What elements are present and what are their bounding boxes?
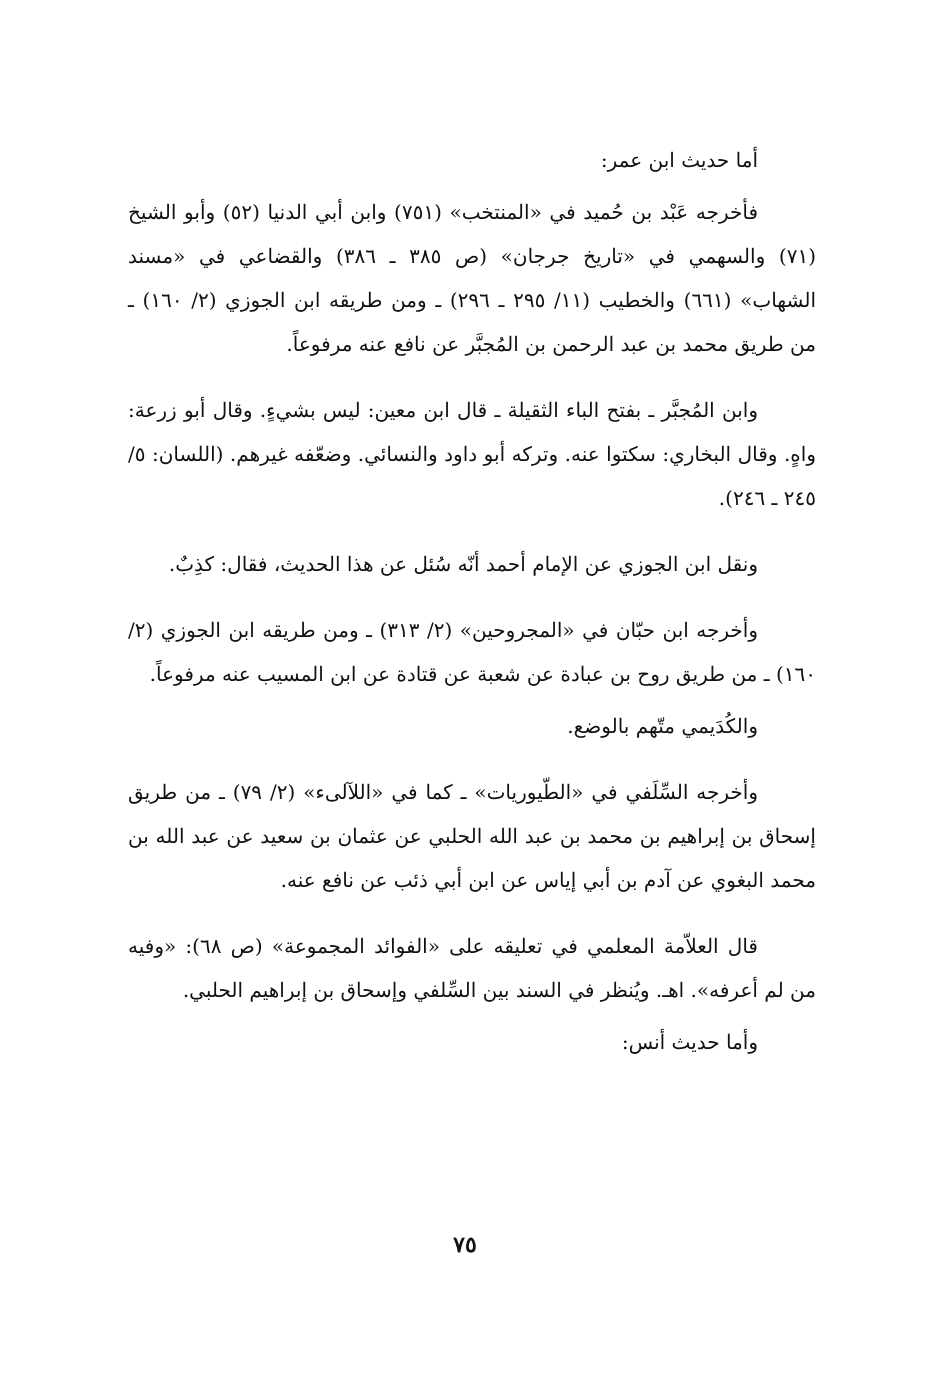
paragraph-anas-heading: وأما حديث أنس:: [621, 1030, 758, 1054]
paragraph-takhrij-ibn-umar: فأخرجه عَبْد بن حُميد في «المنتخب» (٧٥١) وابن أبي الدنيا (٥٢) وأبو الشيخ (٧١) والسهمي في «تاريخ جرجان» (ص ٣٨٥ ـ ٣٨٦) والقضاعي في «مسند الشهاب» (٦٦١) والخطيب (١١/ ٢٩٥ ـ ٢٩٦) ـ ومن طريقه ابن الجوزي (٢/ ١٦٠) ـ من طريق محمد بن عبد الرحمن بن المُجبَّر عن نافع عنه مرفوعاً.: [128, 200, 817, 356]
page-number: ٧٥: [453, 1232, 477, 1258]
paragraph-kudaymi: والكُدَيمي متّهم بالوضع.: [567, 714, 758, 738]
paragraph-muallimi: قال العلاّمة المعلمي في تعليقه على «الفوائد المجموعة» (ص ٦٨): «وفيه من لم أعرفه». اهـ. ويُنظر في السند بين السِّلفي وإسحاق بن إبراهيم الحلبي.: [128, 934, 816, 1002]
paragraph-ibn-mujabbar: وابن المُجبَّر ـ بفتح الباء الثقيلة ـ قال ابن معين: ليس بشيءٍ. وقال أبو زرعة: واهٍ. وقال البخاري: سكتوا عنه. وتركه أبو داود والنسائي. وضعّفه غيرهم. (اللسان: ٥/ ٢٤٥ ـ ٢٤٦).: [128, 398, 816, 510]
paragraph-ahmad-quote: ونقل ابن الجوزي عن الإمام أحمد أنّه سُئل عن هذا الحديث، فقال: كذِبٌ.: [168, 552, 758, 576]
paragraph-ibn-hibban: وأخرجه ابن حبّان في «المجروحين» (٢/ ٣١٣) ـ ومن طريقه ابن الجوزي (٢/ ١٦٠) ـ من طريق روح بن عبادة عن شعبة عن قتادة عن ابن المسيب عنه مرفوعاً.: [128, 618, 816, 686]
paragraph-silafi: وأخرجه السِّلَفي في «الطّيوريات» ـ كما في «اللآلىء» (٢/ ٧٩) ـ من طريق إسحاق بن إبراهيم بن محمد بن عبد الله الحلبي عن عثمان بن سعيد عن عبد الله بن محمد البغوي عن آدم بن أبي إياس عن ابن أبي ذئب عن نافع عنه.: [128, 780, 816, 892]
page-body: [128, 138, 816, 1064]
paragraph-ibn-umar-heading: أما حديث ابن عمر:: [600, 148, 758, 172]
